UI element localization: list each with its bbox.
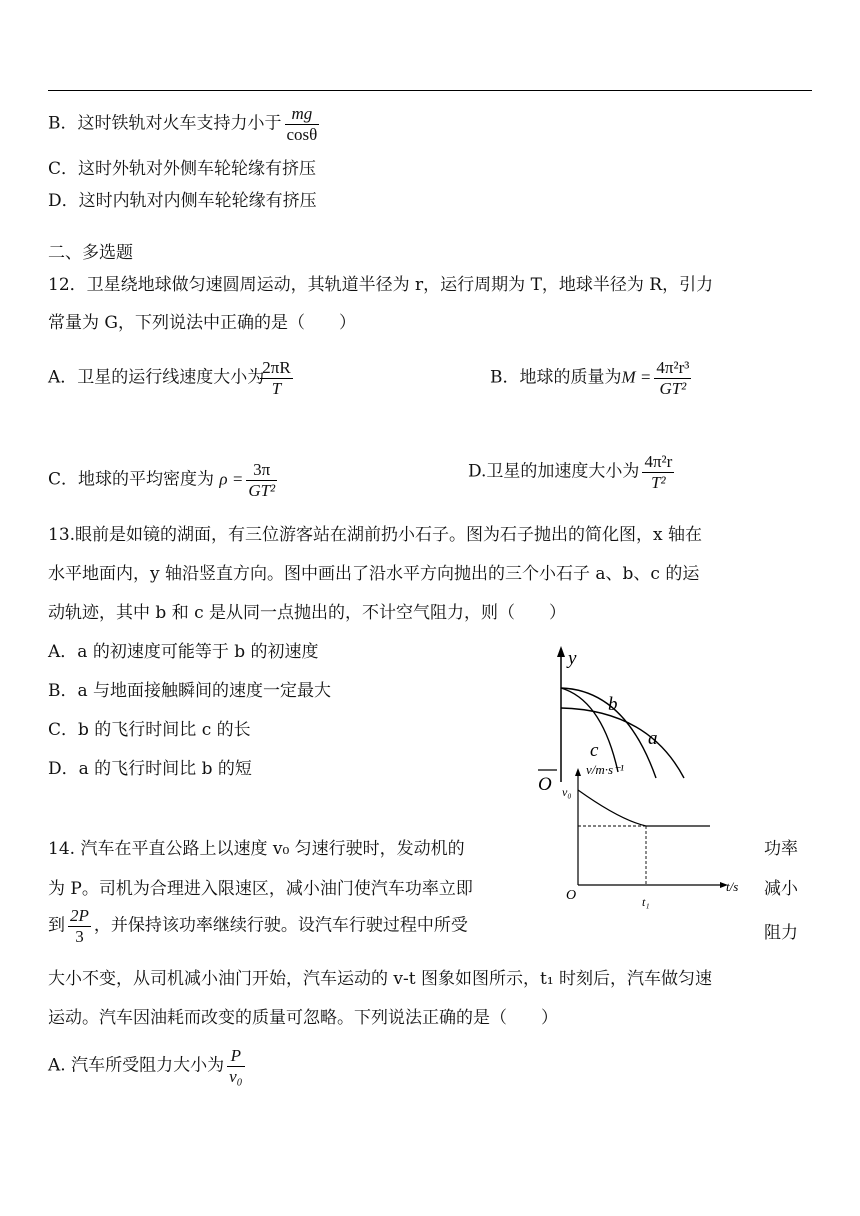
q14-line1-left: 14. 汽车在平直公路上以速度 v₀ 匀速行驶时，发动机的 xyxy=(48,839,465,859)
origin-label: O xyxy=(566,888,577,903)
v-axis-label: v/m·s⁻¹ xyxy=(586,762,624,777)
fraction-numerator: 4π²r xyxy=(644,452,673,471)
q12-option-d-fraction xyxy=(642,452,674,492)
q14-line4: 大小不变，从司机减小油门开始，汽车运动的 v-t 图象如图所示，t₁ 时刻后，汽车做匀速 xyxy=(48,969,713,989)
fraction-denominator: v₀ xyxy=(229,1066,243,1086)
q13-stem-line2: 水平地面内，y 轴沿竖直方向。图中画出了沿水平方向抛出的三个小石子 a、b、c 的运 xyxy=(48,564,700,584)
q14-option-a-fraction xyxy=(227,1046,244,1086)
fraction-numerator: mg xyxy=(285,104,320,125)
v0-label: v₀ xyxy=(562,785,572,799)
header-rule xyxy=(48,90,812,91)
q12-option-c-text: C．地球的平均密度为 xyxy=(48,469,215,490)
fraction-numerator: 2P xyxy=(70,906,89,925)
label-b: b xyxy=(608,694,618,715)
q13-option-b: B．a 与地面接触瞬间的速度一定最大 xyxy=(48,681,332,701)
q12-option-d xyxy=(468,452,677,492)
q12-option-b-fraction xyxy=(654,358,691,398)
section-title: 二、多选题 xyxy=(48,243,133,263)
q11-option-b-text: B．这时铁轨对火车支持力小于 xyxy=(48,113,282,134)
q12-option-c-lhs: ρ = xyxy=(219,469,244,489)
fraction-numerator: 3π xyxy=(246,460,277,481)
q14-line5: 运动。汽车因油耗而改变的质量可忽略。下列说法正确的是（ ） xyxy=(48,1008,558,1028)
q14-line1-right: 功率 xyxy=(764,839,798,859)
fraction-denominator: T² xyxy=(651,472,666,492)
q12-stem-line2: 常量为 G，下列说法中正确的是（ ） xyxy=(48,313,356,333)
q14-line3 xyxy=(48,906,468,946)
t1-label: t₁ xyxy=(642,895,650,909)
fraction-numerator: 4π²r³ xyxy=(656,358,690,377)
fraction-denominator: GT² xyxy=(659,378,687,398)
fraction-denominator: 3 xyxy=(75,926,84,946)
q13-stem-line3: 动轨迹，其中 b 和 c 是从同一点抛出的，不计空气阻力，则（ ） xyxy=(48,603,567,623)
vt-curve xyxy=(578,790,710,826)
fraction-numerator: P xyxy=(227,1046,244,1067)
vt-graph xyxy=(548,760,760,912)
q11-option-c: C．这时外轨对外侧车轮轮缘有挤压 xyxy=(48,159,317,179)
fraction-denominator: T xyxy=(271,378,282,398)
q12-option-a xyxy=(48,358,296,398)
q12-option-c xyxy=(48,460,280,500)
q12-option-d-text: D.卫星的加速度大小为 xyxy=(468,461,640,482)
q14-option-a xyxy=(48,1046,248,1086)
q12-option-b xyxy=(490,358,694,398)
q13-option-c: C．b 的飞行时间比 c 的长 xyxy=(48,720,251,740)
q11-option-b xyxy=(48,104,322,144)
fraction-denominator: GT² xyxy=(248,480,276,500)
q12-option-a-text: A．卫星的运行线速度大小为 xyxy=(48,367,265,388)
q14-option-a-text: A. 汽车所受阻力大小为 xyxy=(48,1055,225,1076)
q13-stem-line1: 13.眼前是如镜的湖面，有三位游客站在湖前扔小石子。图为石子抛出的简化图，x 轴在 xyxy=(48,525,703,545)
t-axis-label: t/s xyxy=(726,879,739,894)
fraction-numerator: 2πR xyxy=(262,358,291,377)
q13-option-d: D．a 的飞行时间比 b 的短 xyxy=(48,759,252,779)
v-axis-arrow xyxy=(575,768,581,776)
label-a: a xyxy=(648,728,658,749)
q14-line3-fraction xyxy=(68,906,91,946)
y-axis-label: y xyxy=(568,648,577,669)
q12-option-c-fraction xyxy=(246,460,277,500)
q11-option-b-fraction xyxy=(285,104,320,144)
q14-line2-right: 减小 xyxy=(764,879,798,899)
q13-option-a: A．a 的初速度可能等于 b 的初速度 xyxy=(48,642,319,662)
q12-option-a-fraction xyxy=(260,358,292,398)
q12-stem-line1: 12．卫星绕地球做匀速圆周运动，其轨道半径为 r，运行周期为 T，地球半径为 R，引力 xyxy=(48,275,714,295)
q12-option-b-lhs: M = xyxy=(621,367,652,387)
q14-line2-left: 为 P。司机为合理进入限速区，减小油门使汽车功率立即 xyxy=(48,879,473,899)
label-c: c xyxy=(590,740,599,761)
q14-line3-pre: 到 xyxy=(48,915,65,936)
q14-line3-right: 阻力 xyxy=(764,923,798,943)
y-axis-arrow xyxy=(557,646,565,657)
fraction-denominator: cosθ xyxy=(286,124,318,144)
q14-line3-left: ，并保持该功率继续行驶。设汽车行驶过程中所受 xyxy=(93,915,468,936)
q11-option-d: D．这时内轨对内侧车轮轮缘有挤压 xyxy=(48,191,317,211)
origin-label: O xyxy=(538,774,552,795)
q12-option-b-text: B．地球的质量为 xyxy=(490,367,622,388)
